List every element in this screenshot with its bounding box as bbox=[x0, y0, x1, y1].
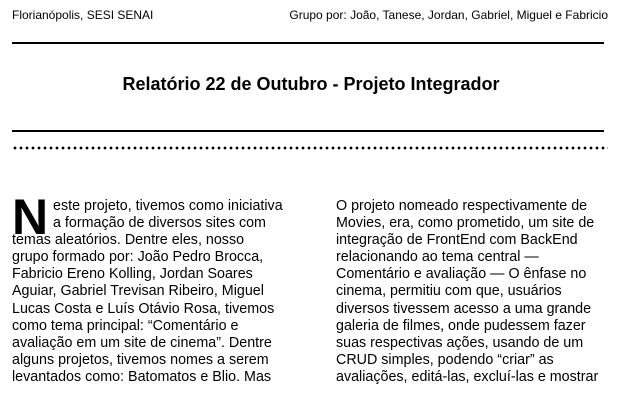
paragraph-line: Fabricio Ereno Kolling, Jordan Soares bbox=[12, 266, 253, 283]
paragraph-line: a formação de diversos sites com bbox=[53, 215, 266, 232]
paragraph-line: Aguiar, Gabriel Trevisan Ribeiro, Miguel bbox=[12, 283, 264, 300]
paragraph-line: avaliações, editá-las, excluí-las e mostrar bbox=[336, 368, 599, 385]
paragraph-line: cinema, permitiu com que, usuários bbox=[336, 283, 562, 300]
dotted-divider bbox=[12, 146, 608, 150]
paragraph-line: este projeto, tivemos como iniciativa bbox=[53, 198, 283, 214]
paragraph-line: Movies, era, como prometido, um site de bbox=[336, 215, 595, 232]
divider-top bbox=[12, 42, 604, 44]
paragraph-line: como tema principal: “Comentário e bbox=[12, 317, 239, 334]
paragraph-line: grupo formado por: João Pedro Brocca, bbox=[12, 249, 264, 266]
left-column bbox=[12, 189, 288, 386]
header-location: Florianópolis, SESI SENAI bbox=[12, 8, 154, 22]
paragraph-line: levantados como: Batomatos e Blio. Mas bbox=[12, 368, 272, 385]
document-title: Relatório 22 de Outubro - Projeto Integrador bbox=[122, 74, 500, 94]
divider-bottom bbox=[12, 130, 604, 132]
paragraph-line: CRUD simples, podendo “criar” as bbox=[336, 351, 554, 368]
right-column bbox=[336, 198, 611, 386]
paragraph-line: integração de FrontEnd com BackEnd bbox=[336, 232, 578, 249]
paragraph-line: galeria de filmes, onde pudessem fazer bbox=[336, 317, 586, 334]
paragraph-line: avaliação em um site de cinema”. Dentre bbox=[12, 334, 272, 351]
paragraph-line: temas aleatórios. Dentre eles, nosso bbox=[12, 232, 245, 249]
header-group: Grupo por: João, Tanese, Jordan, Gabriel, Miguel e Fabricio bbox=[289, 8, 608, 22]
paragraph-line: Lucas Costa e Luís Otávio Rosa, tivemos bbox=[12, 300, 275, 317]
paragraph-line: suas respectivas ações, usando de um bbox=[336, 334, 584, 351]
paragraph-line: O projeto nomeado respectivamente de bbox=[336, 198, 588, 214]
paragraph-line: relacionando ao tema central — bbox=[336, 249, 539, 266]
paragraph-line: Comentário e avaliação — O ênfase no bbox=[336, 266, 587, 283]
drop-cap: N bbox=[12, 189, 49, 245]
paragraph-line: alguns projetos, tivemos nomes a serem bbox=[12, 351, 269, 368]
paragraph-line: diversos tivessem acesso a uma grande bbox=[336, 300, 592, 317]
